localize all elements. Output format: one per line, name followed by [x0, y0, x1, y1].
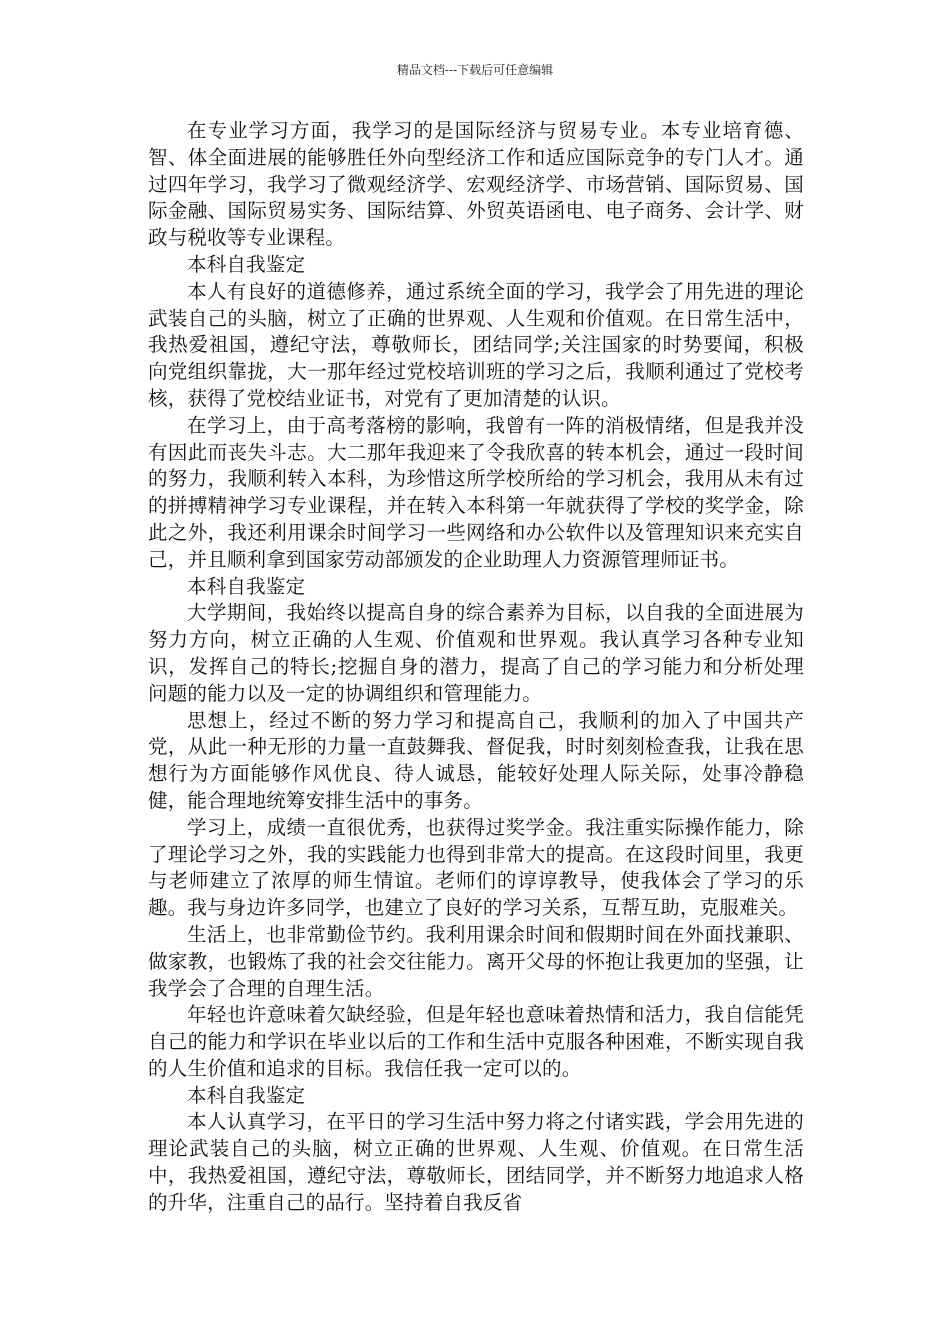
paragraph-self-study: 本人认真学习，在平日的学习生活中努力将之付诸实践，学会用先进的理论武装自己的头脑，树立正确的世界观、人生观、价值观。在日常生活中，我热爱祖国，遵纪守法，尊敬师长，团结同学，并不断努力地追求人格的升华，注重自己的品行。坚持着自我反省: [148, 1110, 804, 1214]
page-header: 精品文档---下载后可任意编辑: [396, 63, 554, 77]
paragraph-major-study: 在专业学习方面，我学习的是国际经济与贸易专业。本专业培育德、智、体全面进展的能够胜任外向型经济工作和适应国际竞争的专门人才。通过四年学习，我学习了微观经济学、宏观经济学、市场营销、国际贸易、国际金融、国际贸易实务、国际结算、外贸英语函电、电子商务、会计学、财政与税收等专业课程。: [148, 119, 804, 250]
section-heading: 本科自我鉴定: [187, 1083, 306, 1107]
paragraph-moral-character: 本人有良好的道德修养，通过系统全面的学习，我学会了用先进的理论武装自己的头脑，树立了正确的世界观、人生观和价值观。在日常生活中，我热爱祖国，遵纪守法，尊敬师长，团结同学;关注国家的时势要闻，积极向党组织靠拢，大一那年经过党校培训班的学习之后，我顺利通过了党校考核，获得了党校结业证书，对党有了更加清楚的认识。: [148, 279, 804, 410]
section-heading: 本科自我鉴定: [187, 252, 306, 276]
paragraph-university-period: 大学期间，我始终以提高自身的综合素养为目标，以自我的全面进展为努力方向，树立正确的人生观、价值观和世界观。我认真学习各种专业知识，发挥自己的特长;挖掘自身的潜力，提高了自己的学习能力和分析处理问题的能力以及一定的协调组织和管理能力。: [148, 601, 804, 705]
paragraph-youth: 年轻也许意味着欠缺经验，但是年轻也意味着热情和活力，我自信能凭自己的能力和学识在毕业以后的工作和生活中克服各种困难，不断实现自我的人生价值和追求的目标。我信任我一定可以的。: [148, 1003, 804, 1080]
paragraph-life: 生活上，也非常勤俭节约。我利用课余时间和假期时间在外面找兼职、做家教，也锻炼了我的社会交往能力。离开父母的怀抱让我更加的坚强，让我学会了合理的自理生活。: [148, 922, 804, 1000]
document-body: [148, 118, 804, 1217]
paragraph-study: 学习上，成绩一直很优秀，也获得过奖学金。我注重实际操作能力，除了理论学习之外，我的实践能力也得到非常大的提高。在这段时间里，我更与老师建立了浓厚的师生情谊。老师们的谆谆教导，使我体会了学习的乐趣。我与身边许多同学，也建立了良好的学习关系，互帮互助，克服难关。: [148, 815, 804, 920]
section-heading: 本科自我鉴定: [187, 574, 306, 598]
paragraph-thought: 思想上，经过不断的努力学习和提高自己，我顺利的加入了中国共产党，从此一种无形的力量一直鼓舞我、督促我，时时刻刻检查我，让我在思想行为方面能够作风优良、待人诚恳，能较好处理人际关际，处事冷静稳健，能合理地统筹安排生活中的事务。: [148, 708, 804, 812]
paragraph-study-transfer: 在学习上，由于高考落榜的影响，我曾有一阵的消极情绪，但是我并没有因此而丧失斗志。大二那年我迎来了令我欣喜的转本机会，通过一段时间的努力，我顺利转入本科，为珍惜这所学校所给的学习机会，我用从未有过的拼搏精神学习专业课程，并在转入本科第一年就获得了学校的奖学金，除此之外，我还利用课余时间学习一些网络和办公软件以及管理知识来充实自己，并且顺利拿到国家劳动部颁发的企业助理人力资源管理师证书。: [148, 413, 804, 571]
